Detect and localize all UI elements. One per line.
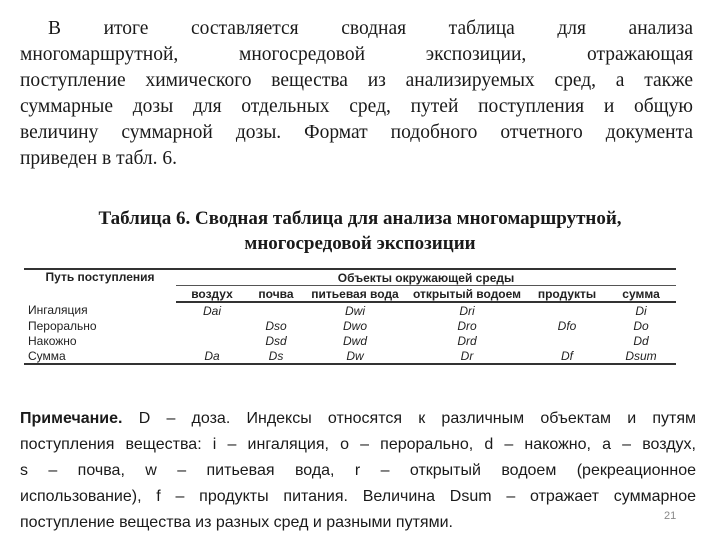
route-column-header: Путь поступления xyxy=(24,269,176,302)
table-cell: Dso xyxy=(265,318,287,333)
table-cell: Dsd xyxy=(265,333,287,348)
paragraph-line: многомаршрутной, многосредовой экспозиции, отражающая xyxy=(20,44,693,65)
table-cell: Dw xyxy=(304,348,406,364)
route-cell: Ингаляция xyxy=(28,303,88,317)
paragraph-line: поступление химического вещества из анализируемых сред, а также xyxy=(20,70,693,91)
table-row xyxy=(24,318,676,333)
table-cell xyxy=(176,318,248,333)
table-cell: Dri xyxy=(459,303,475,318)
paragraph-line: суммарные дозы для отдельных сред, путей поступления и общую xyxy=(20,96,693,117)
note-line: поступления вещества: i – ингаляция, о – перорально, d – накожно, а – воздух, xyxy=(20,436,696,453)
header-row xyxy=(24,269,676,286)
table-cell xyxy=(528,302,606,318)
table-cell: Df xyxy=(528,348,606,364)
column-header: питьевая вода xyxy=(304,286,406,303)
caption-line: Таблица 6. Сводная таблица для анализа многомаршрутной, xyxy=(98,208,622,229)
table-row xyxy=(24,348,676,364)
note-line: s – почва, w – питьевая вода, r – открытый водоем (рекреационное xyxy=(20,462,696,479)
note-line: поступление вещества из разных сред и разными путями. xyxy=(20,514,453,531)
table-cell xyxy=(528,333,606,348)
table-cell: Dwd xyxy=(342,333,367,348)
note-line: использование), f – продукты питания. Величина Dsum – отражает суммарное xyxy=(20,488,696,505)
table-cell: Dwi xyxy=(345,303,365,318)
table-cell: Drd xyxy=(457,333,477,348)
route-cell: Накожно xyxy=(28,333,77,348)
route-cell: Сумма xyxy=(24,348,176,364)
note-label: Примечание. xyxy=(20,410,123,427)
column-header: почва xyxy=(248,286,304,303)
caption-line: многосредовой экспозиции xyxy=(244,233,476,254)
environment-group-header: Объекты окружающей среды xyxy=(176,269,676,286)
table-cell: Dwo xyxy=(342,318,367,333)
table-row xyxy=(24,333,676,348)
paragraph-line: В итоге составляется сводная таблица для анализа xyxy=(48,18,693,39)
table-cell xyxy=(176,333,248,348)
table-cell: Dr xyxy=(406,348,528,364)
page-number: 21 xyxy=(664,510,677,522)
note-text: D – доза. Индексы относятся к различным объектам и путям xyxy=(138,410,696,427)
body-paragraph xyxy=(20,16,693,172)
note-block xyxy=(20,406,696,536)
table-cell: Dfo xyxy=(557,318,577,333)
column-header: воздух xyxy=(176,286,248,303)
column-header: сумма xyxy=(606,286,676,303)
column-header: открытый водоем xyxy=(406,286,528,303)
table-cell: Ds xyxy=(248,348,304,364)
route-cell: Перорально xyxy=(28,318,97,333)
table-cell: Di xyxy=(635,303,647,318)
table-cell: Dai xyxy=(202,303,221,318)
table-cell: Dsum xyxy=(606,348,676,364)
table-cell: Dro xyxy=(457,318,477,333)
paragraph-line: величину суммарной дозы. Формат подобного отчетного документа xyxy=(20,122,693,143)
table-row xyxy=(24,302,676,318)
table-caption xyxy=(40,206,680,256)
note-line xyxy=(20,406,696,432)
paragraph-line: приведен в табл. 6. xyxy=(20,148,178,169)
table-cell: Do xyxy=(633,318,649,333)
table-cell xyxy=(248,302,304,318)
table-cell: Dd xyxy=(633,333,649,348)
column-header: продукты xyxy=(528,286,606,303)
table-cell: Da xyxy=(176,348,248,364)
summary-table xyxy=(24,268,676,365)
